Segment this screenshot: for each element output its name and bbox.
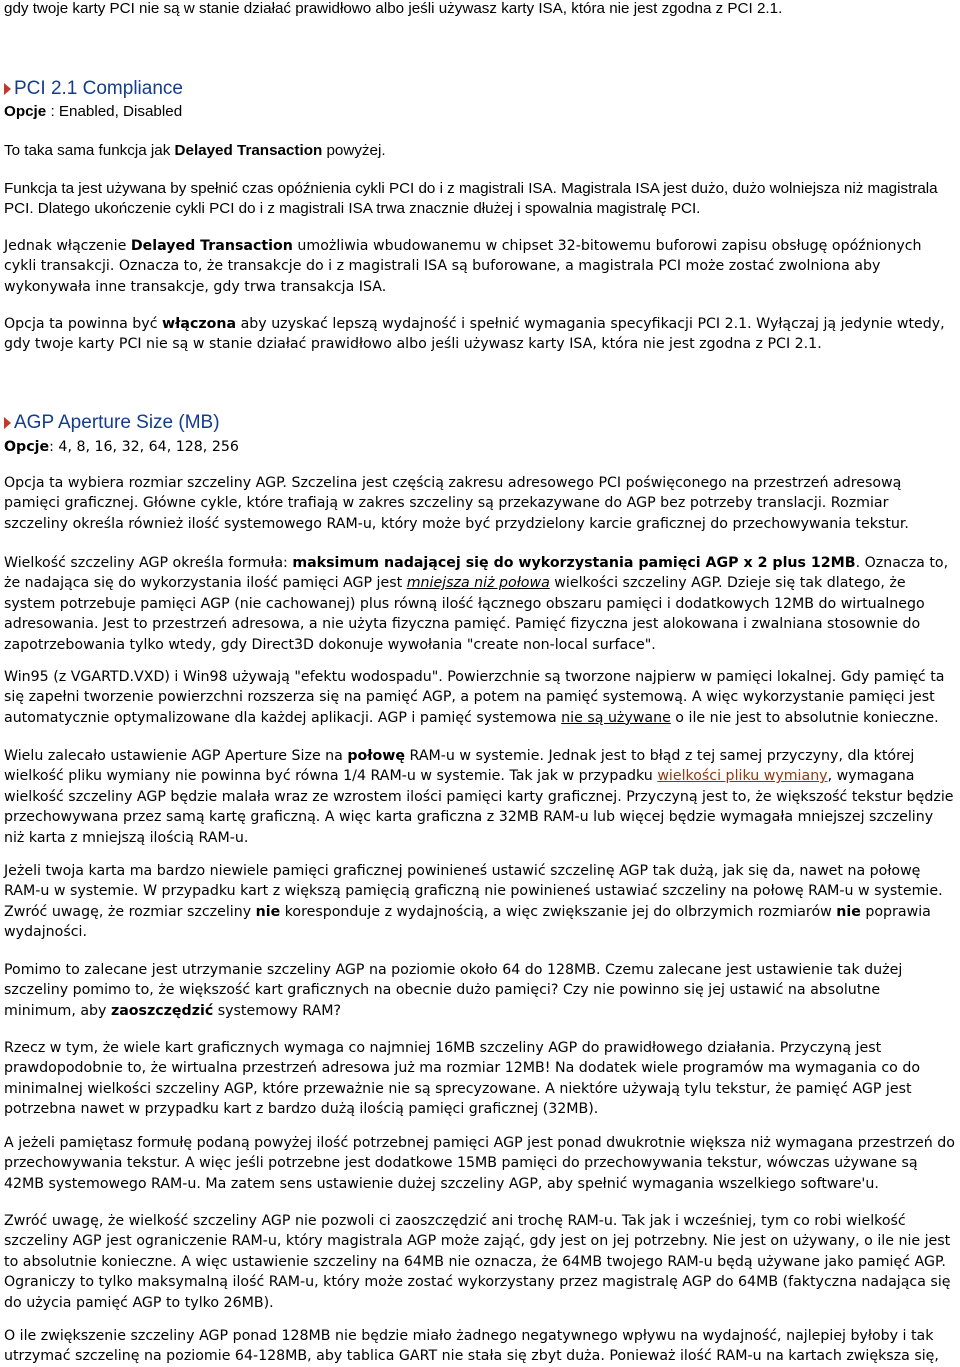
paragraph: Opcja ta powinna być włączona aby uzyskać lepszą wydajność i spełnić wymagania specyfikacji PCI 2.1. Wyłączaj ją jedynie wtedy, gdy twoje karty PCI nie są w stanie działać prawidłowo albo jeśli używasz karty ISA, która nie jest zgodna z PCI 2.1. — [4, 316, 945, 353]
section-heading-pci — [4, 79, 183, 99]
paragraph: Zwróć uwagę, że wielkość szczeliny AGP nie pozwoli ci zaoszczędzić ani trochę RAM-u. Tak jak i wcześniej, tym co robi wielkość szczeliny AGP jest ograniczenie RAM-u, który magistrala AGP może zająć, gdy jest on jej potrzebny. Nie jest on używany, o ile nie jest to absolutnie konieczne. A więc ustawienie szczeliny na 64MB nie oznacza, że 64MB twojego RAM-u będą używane jako pamięć AGP. Ograniczy to tylko maksymalną ilość RAM-u, który może zostać wykorzystany przez magistralę AGP do 64MB (faktyczna nadająca się do użycia pamięć AGP to tylko 26MB). — [4, 1213, 951, 1311]
arrow-right-icon — [4, 417, 11, 429]
paragraph: Jednak włączenie Delayed Transaction umożliwia wbudowanemu w chipset 32-bitowemu buforowi zapisu obsługę opóźnionych cykli transakcji. Oznacza to, że transakcje do i z magistrali ISA są buforowane, a magistrala PCI może zostać zwolniona aby wykonywała inne transakcje, gdy trwa transakcja ISA. — [4, 238, 922, 295]
options-label: Opcje — [4, 103, 47, 120]
paragraph: O ile zwiększenie szczeliny AGP ponad 128MB nie będzie miało żadnego negatywnego wpływu na wydajność, najlepiej byłoby i tak utrzymać szczelinę na poziomie 64-128MB, aby tablica GART nie stała się zbyt duża. Ponieważ ilość RAM-u na kartach zwiększa się, — [4, 1328, 939, 1365]
paragraph: Pomimo to zalecane jest utrzymanie szczeliny AGP na poziomie około 64 do 128MB. Czemu zalecane jest ustawienie tak dużej szczeliny pomimo to, że większość kart graficznych na obecnie dużo pamięci? Czy nie powinno się jej ustawić na absolutne minimum, aby zaoszczędzić systemowy RAM? — [4, 962, 903, 1019]
continued-text: gdy twoje karty PCI nie są w stanie działać prawidłowo albo jeśli używasz karty ISA, która nie jest zgodna z PCI 2.1. — [4, 0, 783, 17]
options-line — [4, 102, 182, 122]
paragraph: Win95 (z VGARTD.VXD) i Win98 używają "efektu wodospadu". Powierzchnie są tworzone najpierw w pamięci lokalnej. Gdy pamięć ta się zapełni tworzenie powierzchni rozszerza się na pamięć AGP, a potem na pamięć systemową. A więc wykorzystanie pamięci jest automatycznie optymalizowane dla każdej aplikacji. AGP i pamięć systemowa nie są używane o ile nie jest to absolutnie konieczne. — [4, 669, 945, 726]
paragraph: A jeżeli pamiętasz formułę podaną powyżej ilość potrzebnej pamięci AGP jest ponad dwukrotnie większa niż wymagana przestrzeń do przechowywania tekstur. A więc jeśli potrzebne jest dodatkowe 15MB pamięci do przechowywania tekstur, wówczas używane są 42MB systemowego RAM-u. Ma zatem sens ustawienie dużej szczeliny AGP, aby spełnić wymagania wszelkiego software'u. — [4, 1135, 955, 1192]
options-values: : 4, 8, 16, 32, 64, 128, 256 — [49, 439, 239, 455]
arrow-right-icon — [4, 83, 11, 95]
paragraph: Funkcja ta jest używana by spełnić czas opóźnienia cykli PCI do i z magistrali ISA. Magistrala ISA jest dużo, dużo wolniejsza niż magistrala PCI. Dlatego ukończenie cykli PCI do i z magistrali ISA trwa znacznie dłużej i spowalnia magistralę PCI. — [4, 180, 938, 217]
options-line — [4, 437, 239, 457]
page-file-link[interactable]: wielkości pliku wymiany — [657, 768, 828, 785]
paragraph: Opcja ta wybiera rozmiar szczeliny AGP. Szczelina jest częścią zakresu adresowego PCI poświęconego na przestrzeń adresową pamięci graficznej. Główne cykle, które trafiają w zakres szczeliny są przekazywane do AGP bez potrzeby translacji. Rozmiar szczeliny określa również ilość systemowego RAM-u, który może być przydzielony karcie graficznej do przechowywania tekstur. — [4, 475, 909, 532]
paragraph: Jeżeli twoja karta ma bardzo niewiele pamięci graficznej powinieneś ustawić szczelinę AGP tak dużą, jak się da, nawet na połowę RAM-u w systemie. W przypadku kart z większą pamięcią graficzną nie powinieneś ustawiać szczeliny na połowę RAM-u w systemie. Zwróć uwagę, że rozmiar szczeliny nie koresponduje z wydajnością, a więc zwiększanie jej do olbrzymich rozmiarów nie poprawia wydajności. — [4, 863, 943, 941]
section-heading-agp — [4, 413, 220, 433]
options-label: Opcje — [4, 439, 50, 455]
options-values: : Enabled, Disabled — [46, 103, 183, 120]
paragraph: To taka sama funkcja jak Delayed Transaction powyżej. — [4, 142, 386, 159]
section-title: AGP Aperture Size (MB) — [14, 412, 220, 433]
paragraph: Wielkość szczeliny AGP określa formuła: maksimum nadającej się do wykorzystania pamięci AGP x 2 plus 12MB. Oznacza to, że nadająca się do wykorzystania ilość pamięci AGP jest mniejsza niż połowa wielkości szczeliny AGP. Dzieje się tak dlatego, że system potrzebuje pamięci AGP (nie cachowanej) plus równą ilość łącznego obszaru pamięci i dodatkowych 12MB do wirtualnego adresowania. Jest to przestrzeń adresowa, a nie użyta fizyczna pamięć. Pamięć fizyczna jest alokowana i zwalniana stosownie do zapotrzebowania tylko wtedy, gdy Direct3D dokonuje wywołania "create non-local surface". — [4, 555, 949, 653]
section-title: PCI 2.1 Compliance — [14, 78, 183, 99]
paragraph: Wielu zalecało ustawienie AGP Aperture Size na połowę RAM-u w systemie. Jednak jest to błąd z tej samej przyczyny, dla której wielkość pliku wymiany nie powinna być równa 1/4 RAM-u w systemie. Tak jak w przypadku wielkości pliku wymiany, wymagana wielkość szczeliny AGP będzie malała wraz ze wzrostem ilości pamięci karty graficznej. Przyczyną jest to, że większość tekstur będzie przechowywana przez samą kartę graficzną. A więc karta graficzna z 32MB RAM-u lub więcej będzie wymagała mniejszej szczeliny niż karta z mniejszą ilością RAM-u. — [4, 748, 954, 846]
paragraph: Rzecz w tym, że wiele kart graficznych wymaga co najmniej 16MB szczeliny AGP do prawidłowego działania. Przyczyną jest prawdopodobnie to, że wirtualna przestrzeń adresowa już ma rozmiar 12MB! Na dodatek wiele programów ma wymagania co do minimalnej wielkości szczeliny AGP, które przeważnie nie są sprecyzowane. A niektóre używają tylu tekstur, że pamięć AGP jest potrzebna nawet w przypadku kart z bardzo dużą ilością pamięci graficznej (32MB). — [4, 1040, 921, 1118]
